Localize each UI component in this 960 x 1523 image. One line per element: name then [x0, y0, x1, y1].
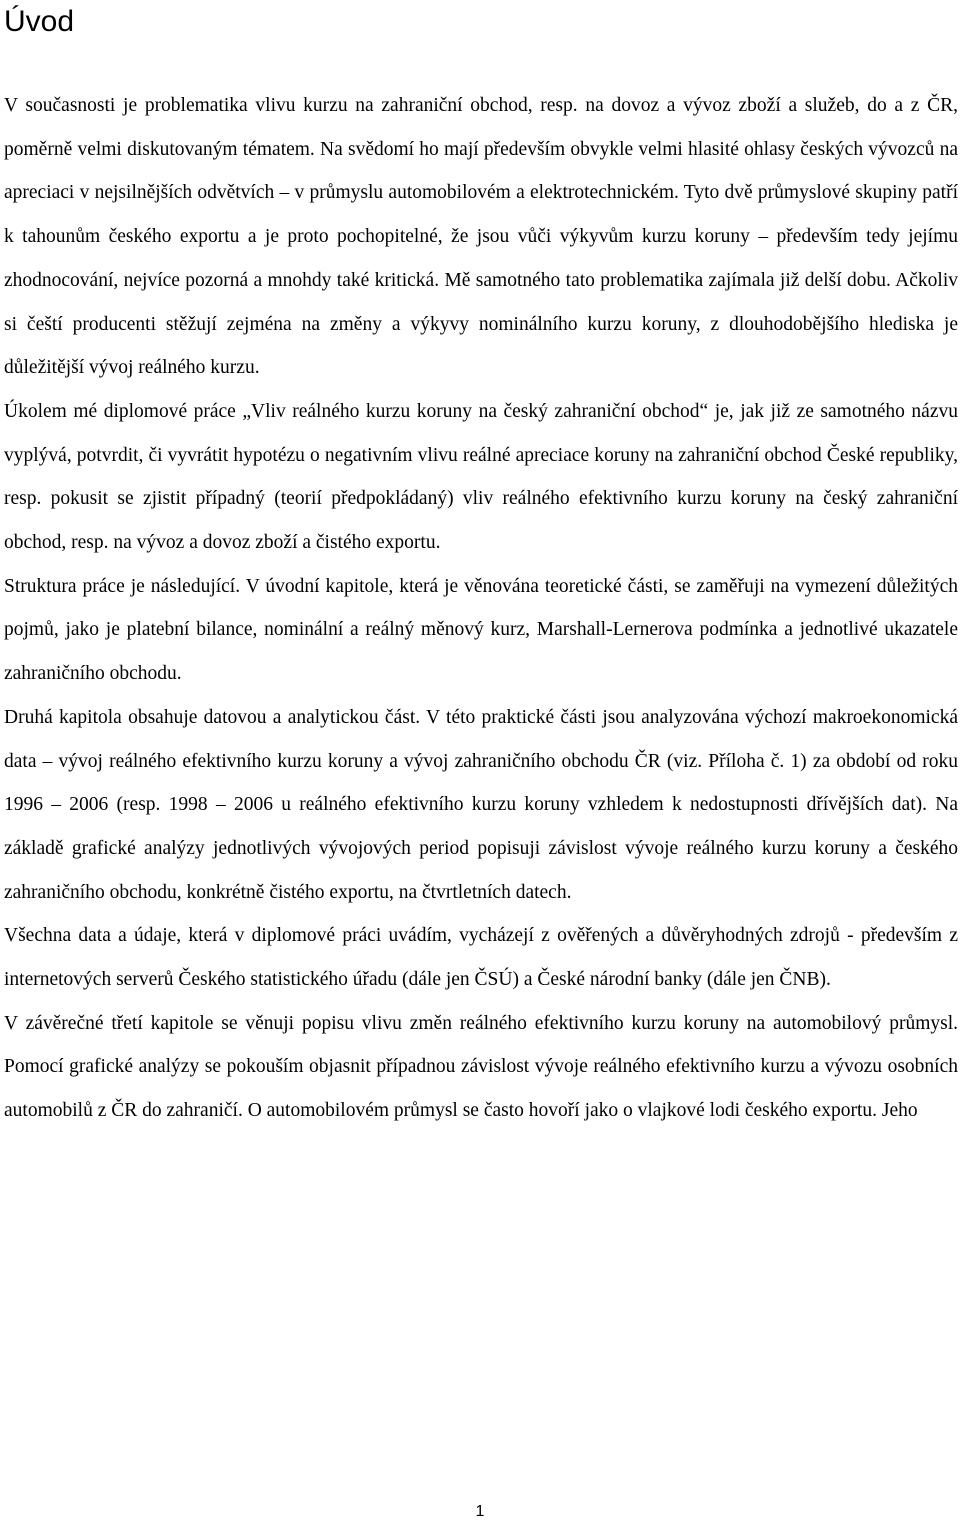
paragraph-thesis-goal: Úkolem mé diplomové práce „Vliv reálného kurzu koruny na český zahraniční obchod“ je, jak již ze samotného názvu vyplývá, potvrdit, či vyvrátit hypotézu o negativním vlivu reálné apreciace koruny na zahraniční obchod České republiky, resp. pokusit se zjistit případný (teorií předpokládaný) vliv reálného efektivního kurzu koruny na český zahraniční obchod, resp. na vývoz a dovoz zboží a čistého exportu.	[4, 400, 958, 554]
paragraph-chapter-three: V závěrečné třetí kapitole se věnuji popisu vlivu změn reálného efektivního kurzu koruny na automobilový průmysl. Pomocí grafické analýzy se pokouším objasnit případnou závislost vývoje reálného efektivního kurzu a vývozu osobních automobilů z ČR do zahraničí. O automobilovém průmysl se často hovoří jako o vlajkové lodi českého exportu. Jeho	[4, 1012, 958, 1122]
paragraph-data-sources: Všechna data a údaje, která v diplomové práci uvádím, vycházejí z ověřených a důvěryhodných zdrojů - především z internetových serverů Českého statistického úřadu (dále jen ČSÚ) a České národní banky (dále jen ČNB).	[4, 925, 958, 991]
page-number: 1	[475, 1503, 485, 1520]
paragraph-structure: Struktura práce je následující. V úvodní kapitole, která je věnována teoretické části, se zaměřuji na vymezení důležitých pojmů, jako je platební bilance, nominální a reálný měnový kurz, Marshall-Lernerova podmínka a jednotlivé ukazatele zahraničního obchodu.	[4, 575, 958, 685]
section-heading: Úvod	[4, 5, 75, 38]
paragraph-chapter-two: Druhá kapitola obsahuje datovou a analytickou část. V této praktické části jsou analyzována výchozí makroekonomická data – vývoj reálného efektivního kurzu koruny a vývoj zahraničního obchodu ČR (viz. Příloha č. 1) za období od roku 1996 – 2006 (resp. 1998 – 2006 u reálného efektivního kurzu koruny vzhledem k nedostupnosti dřívějších dat). Na základě grafické analýzy jednotlivých vývojových period popisuji závislost vývoje reálného kurzu koruny a českého zahraničního obchodu, konkrétně čistého exportu, na čtvrtletních datech.	[4, 706, 958, 903]
body-text	[4, 84, 958, 1133]
paragraph-intro: V současnosti je problematika vlivu kurzu na zahraniční obchod, resp. na dovoz a vývoz zboží a služeb, do a z ČR, poměrně velmi diskutovaným tématem. Na svědomí ho mají především obvykle velmi hlasité ohlasy českých vývozců na apreciaci v nejsilnějších odvětvích – v průmyslu automobilovém a elektrotechnickém. Tyto dvě průmyslové skupiny patří k tahounům českého exportu a je proto pochopitelné, že jsou vůči výkyvům kurzu koruny – především tedy jejímu zhodnocování, nejvíce pozorná a mnohdy také kritická. Mě samotného tato problematika zajímala již delší dobu. Ačkoliv si čeští producenti stěžují zejména na změny a výkyvy nominálního kurzu koruny, z dlouhodobějšího hlediska je důležitější vývoj reálného kurzu.	[4, 95, 958, 379]
